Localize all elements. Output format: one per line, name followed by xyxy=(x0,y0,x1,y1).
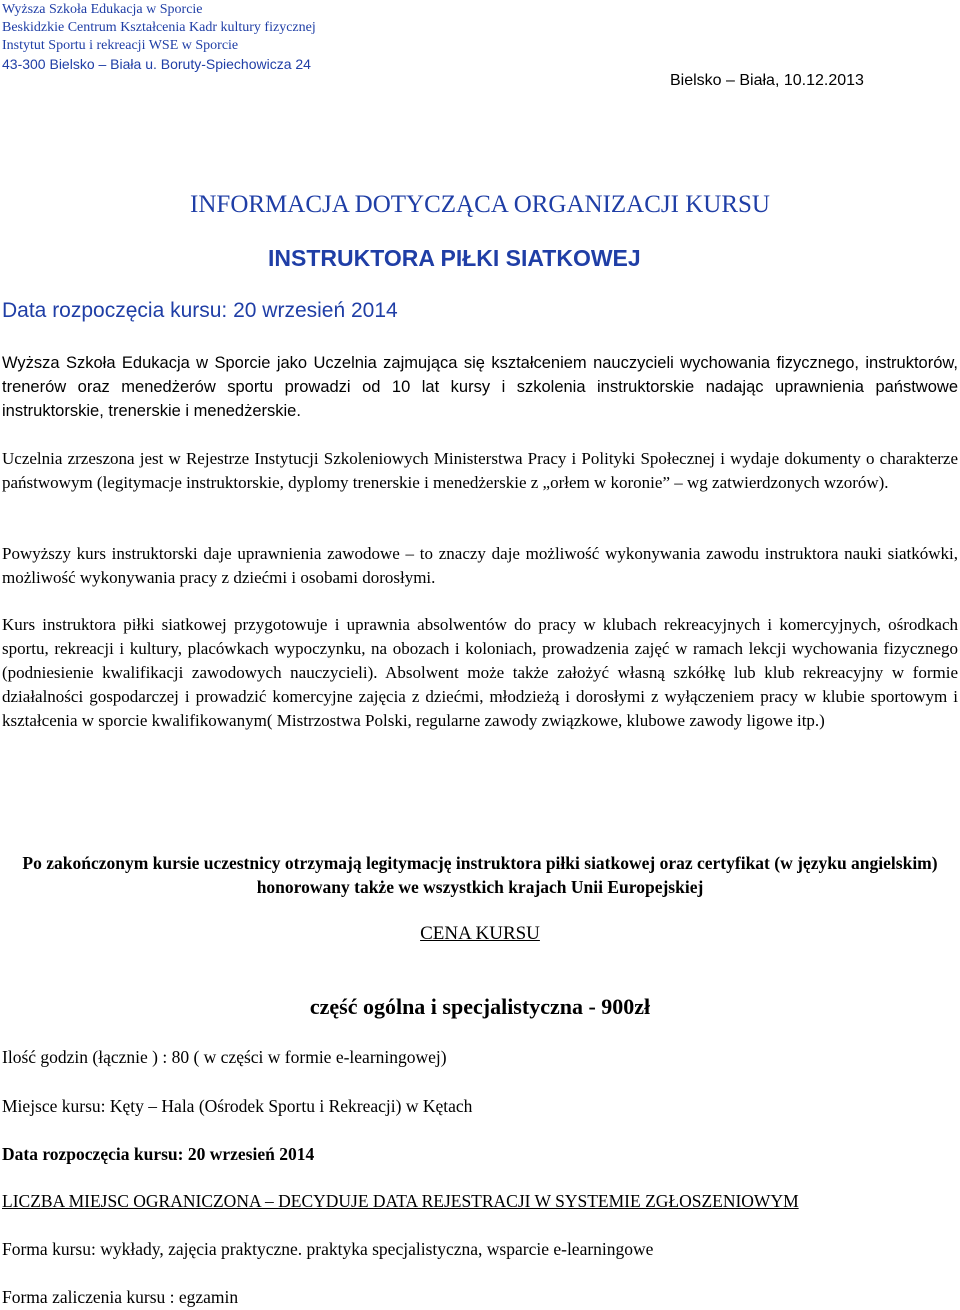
course-assessment: Forma zaliczenia kursu : egzamin xyxy=(2,1287,239,1307)
paragraph-intro: Wyższa Szkoła Edukacja w Sporcie jako Uczelnia zajmująca się kształceniem nauczycieli wychowania fizycznego, instruktorów, trenerów oraz menedżerów sportu prowadzi od 10 lat kursy i szkolenia instruktorskie nadając uprawnienia państwowe instruktorskie, trenerskie i menedżerskie. xyxy=(2,354,958,420)
course-form: Forma kursu: wykłady, zajęcia praktyczne. praktyka specjalistyczna, wsparcie e-learningowe xyxy=(2,1239,654,1259)
course-location: Miejsce kursu: Kęty – Hala (Ośrodek Sportu i Rekreacji) w Kętach xyxy=(2,1096,473,1116)
letterhead-address: 43-300 Bielsko – Biała u. Boruty-Spiechowicza 24 xyxy=(2,56,311,72)
document-date: Bielsko – Biała, 10.12.2013 xyxy=(670,72,864,89)
limited-places-notice: LICZBA MIEJSC OGRANICZONA – DECYDUJE DATA REJESTRACJI W SYSTEMIE ZGŁOSZENIOWYM xyxy=(2,1191,799,1211)
letterhead-institute-name: Instytut Sportu i rekreacji WSE w Sporcie xyxy=(2,38,239,53)
price-value: część ogólna i specjalistyczna - 900zł xyxy=(309,994,651,1019)
paragraph-qualifications: Powyższy kurs instruktorski daje uprawnienia zawodowe – to znaczy daje możliwość wykonywania zawodu instruktora nauki siatkówki, możliwość wykonywania pracy z dziećmi i osobami dorosłymi. xyxy=(2,544,958,587)
course-start-date: Data rozpoczęcia kursu: 20 wrzesień 2014 xyxy=(2,1144,315,1164)
letterhead-centre-name: Beskidzkie Centrum Kształcenia Kadr kultury fizycznej xyxy=(2,20,316,35)
document-title: INFORMACJA DOTYCZĄCA ORGANIZACJI KURSU xyxy=(190,191,770,218)
paragraph-registry: Uczelnia zrzeszona jest w Rejestrze Instytucji Szkoleniowych Ministerstwa Pracy i Polityki Społecznej i wydaje dokumenty o charakterze państwowym (legitymacje instruktorskie, dyplomy trenerskie i menedżerskie z „orłem w koronie” – wg zatwierdzonych wzorów). xyxy=(2,449,958,492)
document-subtitle: INSTRUKTORA PIŁKI SIATKOWEJ xyxy=(268,245,641,271)
paragraph-career: Kurs instruktora piłki siatkowej przygotowuje i uprawnia absolwentów do pracy w klubach rekreacyjnych i komercyjnych, ośrodkach sportu, rekreacji i kultury, placówkach wypoczynku, na obozach i koloniach, prowadzenia zajęć w ramach lekcji wychowania fizycznego (podniesienie kwalifikacji zawodowych nauczycieli). Absolwent może także założyć własną szkółkę lub klub rekreacyjny w formie działalności gospodarczej i prowadzić komercyjne zajęcia z dziećmi, młodzieżą i dorosłymi z wyłączeniem pracy w klubie sportowym i kształcenia w sporcie kwalifikowanym( Mistrzostwa Polski, regularne zawody związkowe, klubowe zawody ligowe itp.) xyxy=(2,615,958,730)
course-hours: Ilość godzin (łącznie ) : 80 ( w części w formie e-learningowej) xyxy=(2,1047,447,1067)
letterhead-school-name: Wyższa Szkoła Edukacja w Sporcie xyxy=(2,2,203,17)
price-heading: CENA KURSU xyxy=(420,923,540,944)
certificate-notice: Po zakończonym kursie uczestnicy otrzymają legitymację instruktora piłki siatkowej oraz certyfikat (w języku angielskim) honorowany także we wszystkich krajach Unii Europejskiej xyxy=(22,853,938,897)
start-date-heading: Data rozpoczęcia kursu: 20 wrzesień 2014 xyxy=(2,299,398,322)
